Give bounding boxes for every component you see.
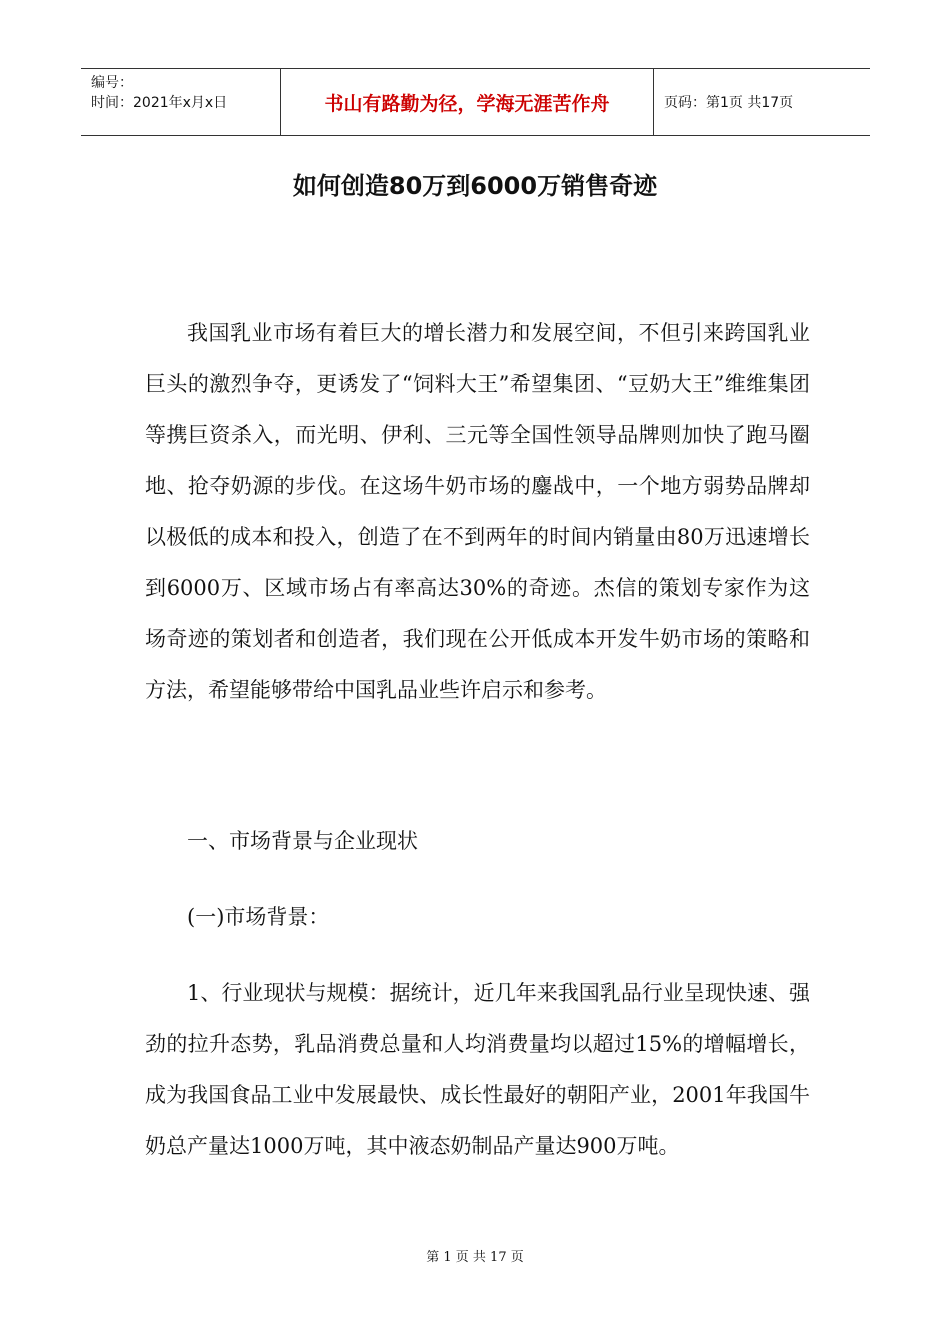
point-paragraph: 1、行业现状与规模：据统计，近几年来我国乳品行业呈现快速、强劲的拉升态势，乳品消费总量和人均消费量均以超过15%的增幅增长，成为我国食品工业中发展最快、成长性最好的朝阳产业，2001年我国牛奶总产量达1000万吨，其中液态奶制品产量达900万吨。 — [145, 981, 810, 1158]
document-date: 时间：2021年x月x日 — [91, 95, 228, 111]
header-meta — [81, 69, 281, 135]
document-title: 如何创造80万到6000万销售奇迹 — [292, 172, 658, 200]
document-number: 编号： — [91, 75, 133, 91]
section-heading: 一、市场背景与企业现状 — [187, 829, 418, 853]
subsection-heading: (一)市场背景： — [187, 905, 330, 929]
document-header — [81, 68, 870, 136]
intro-paragraph: 我国乳业市场有着巨大的增长潜力和发展空间，不但引来跨国乳业巨头的激烈争夺，更诱发了“饲料大王”希望集团、“豆奶大王”维维集团等携巨资杀入，而光明、伊利、三元等全国性领导品牌则加快了跑马圈地、抢夺奶源的步伐。在这场牛奶市场的鏖战中，一个地方弱势品牌却以极低的成本和投入，创造了在不到两年的时间内销量由80万迅速增长到6000万、区域市场占有率高达30%的奇迹。杰信的策划专家作为这场奇迹的策划者和创造者，我们现在公开低成本开发牛奶市场的策略和方法，希望能够带给中国乳品业些许启示和参考。 — [145, 321, 810, 702]
header-motto: 书山有路勤为径，学海无涯苦作舟 — [281, 69, 654, 135]
header-page-info: 页码：第1页 共17页 — [664, 95, 794, 111]
spacer — [145, 943, 810, 968]
document-body — [145, 308, 810, 1172]
page-footer: 第 1 页 共 17 页 — [426, 1250, 524, 1265]
spacer — [145, 716, 810, 816]
spacer — [145, 867, 810, 892]
